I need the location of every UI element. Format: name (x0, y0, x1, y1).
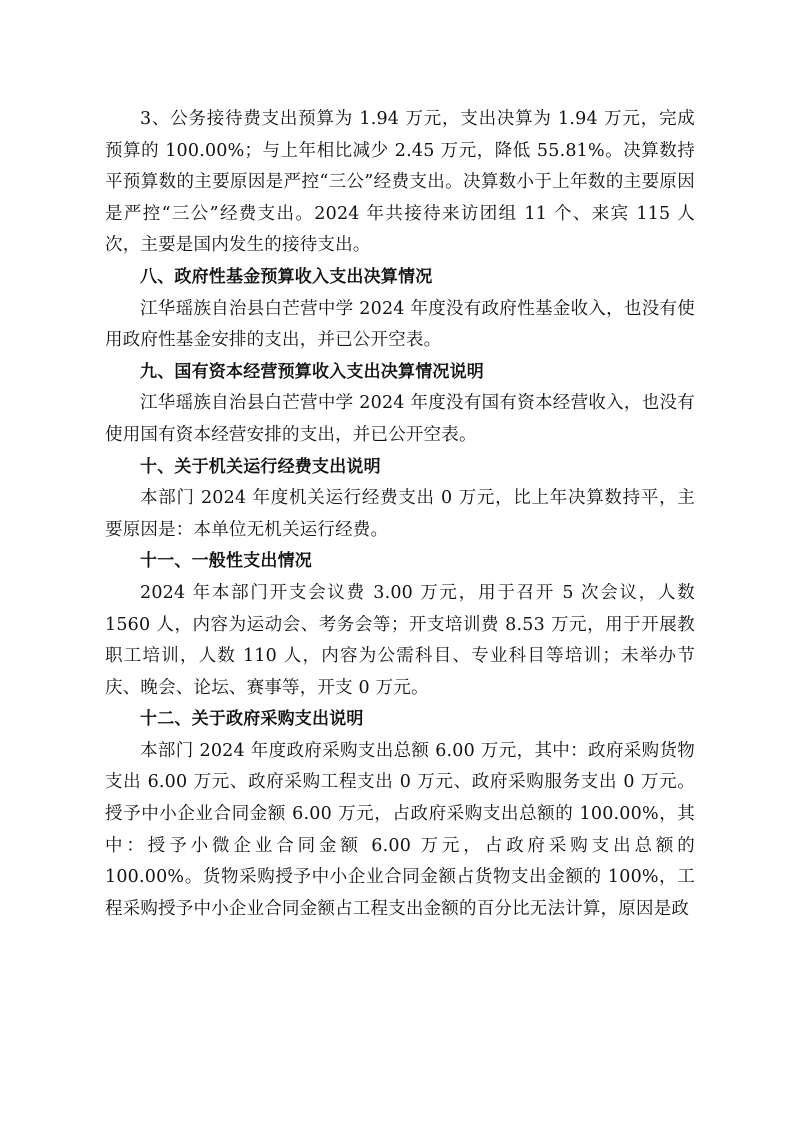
paragraph-reception-expenses: 3、公务接待费支出预算为 1.94 万元，支出决算为 1.94 万元，完成预算的 100.00%；与上年相比减少 2.45 万元，降低 55.81%。决算数持平预算数的主要原因是严控“三公”经费支出。决算数小于上年数的主要原因是严控“三公”经费支出。2024 年共接待来访团组 11 个、来宾 115 人次，主要是国内发生的接待支出。 (105, 109, 695, 256)
heading-operating-expenses: 十、关于机关运行经费支出说明 (140, 456, 381, 477)
paragraph-state-capital: 江华瑶族自治县白芒营中学 2024 年度没有国有资本经营收入，也没有使用国有资本经营安排的支出，并已公开空表。 (105, 393, 695, 445)
paragraph-procurement: 本部门 2024 年度政府采购支出总额 6.00 万元，其中：政府采购货物支出 6.00 万元、政府采购工程支出 0 万元、政府采购服务支出 0 万元。授予中小企业合同金额 6.00 万元，占政府采购支出总额的 100.00%，其中：授予小微企业合同金额 6.00 万元，占政府采购支出总额的 100.00%。货物采购授予中小企业合同金额占货物支出金额的 100%，工程采购授予中小企业合同金额占工程支出金额的百分比无法计算，原因是政 (105, 740, 695, 919)
paragraph-operating-expenses: 本部门 2024 年度机关运行经费支出 0 万元，比上年决算数持平，主要原因是：本单位无机关运行经费。 (105, 488, 695, 540)
heading-state-capital: 九、国有资本经营预算收入支出决算情况说明 (140, 361, 484, 382)
paragraph-government-fund: 江华瑶族自治县白芒营中学 2024 年度没有政府性基金收入，也没有使用政府性基金安排的支出，并已公开空表。 (105, 298, 695, 351)
heading-general-expenses: 十一、一般性支出情况 (140, 551, 312, 572)
document-body (105, 104, 695, 925)
heading-government-fund: 八、政府性基金预算收入支出决算情况 (140, 266, 433, 287)
heading-procurement: 十二、关于政府采购支出说明 (140, 709, 364, 730)
paragraph-general-expenses: 2024 年本部门开支会议费 3.00 万元，用于召开 5 次会议，人数 1560 人，内容为运动会、考务会等；开支培训费 8.53 万元，用于开展教职工培训，人数 110 人，内容为公需科目、专业科目等培训；未举办节庆、晚会、论坛、赛事等，开支 0 万元。 (105, 582, 695, 698)
